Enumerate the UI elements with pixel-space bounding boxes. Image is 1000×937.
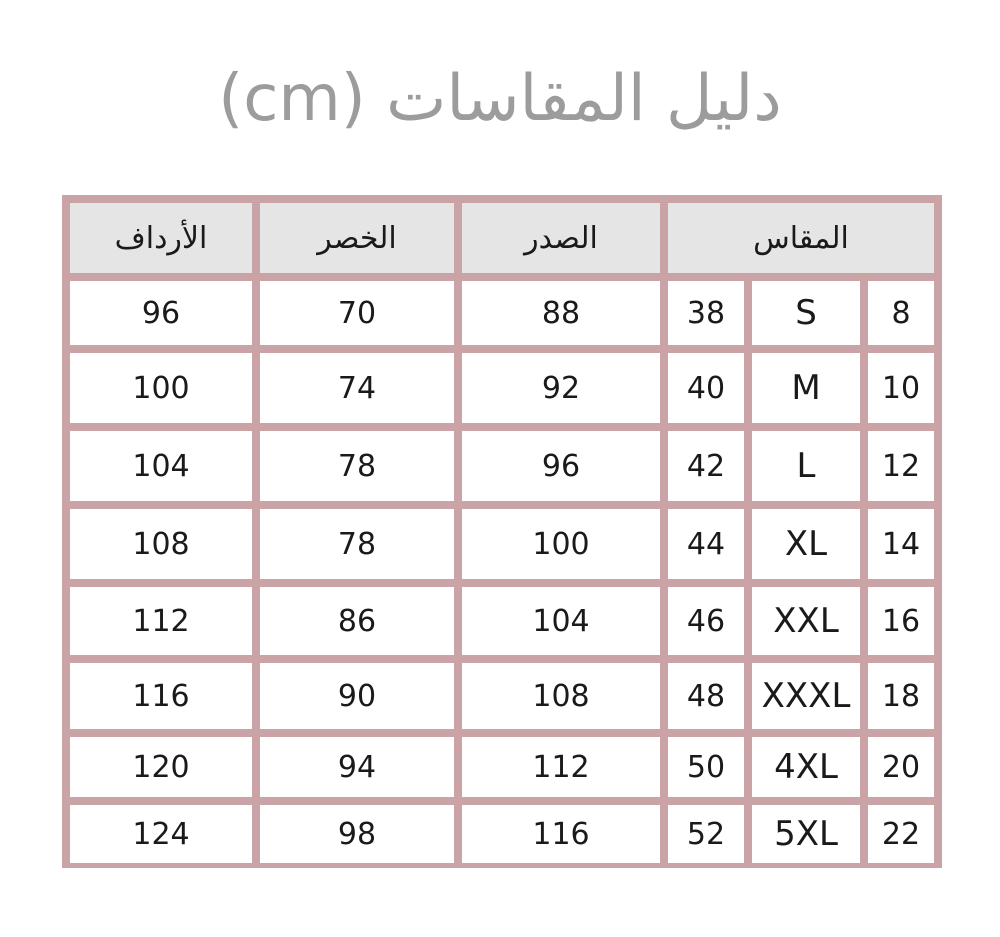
eu-size-cell: 44 xyxy=(668,509,744,579)
eu-size-cell: 38 xyxy=(668,281,744,345)
waist-cell: 98 xyxy=(260,805,454,863)
hips-cell: 96 xyxy=(70,281,252,345)
uk-size-cell: 16 xyxy=(868,587,934,655)
eu-size-cell: 46 xyxy=(668,587,744,655)
uk-size-cell: 10 xyxy=(868,353,934,423)
hips-cell: 124 xyxy=(70,805,252,863)
eu-size-cell: 50 xyxy=(668,737,744,797)
letter-size-cell: 4XL xyxy=(752,737,860,797)
chest-cell: 104 xyxy=(462,587,660,655)
uk-size-cell: 14 xyxy=(868,509,934,579)
letter-size-cell: 5XL xyxy=(752,805,860,863)
letter-size-cell: M xyxy=(752,353,860,423)
size-table xyxy=(62,195,942,868)
letter-size-cell: XXL xyxy=(752,587,860,655)
uk-size-cell: 22 xyxy=(868,805,934,863)
hips-cell: 108 xyxy=(70,509,252,579)
waist-cell: 78 xyxy=(260,431,454,501)
chest-cell: 116 xyxy=(462,805,660,863)
eu-size-cell: 48 xyxy=(668,663,744,729)
waist-cell: 86 xyxy=(260,587,454,655)
letter-size-cell: XL xyxy=(752,509,860,579)
uk-size-cell: 12 xyxy=(868,431,934,501)
letter-size-cell: XXXL xyxy=(752,663,860,729)
waist-cell: 94 xyxy=(260,737,454,797)
letter-size-cell: L xyxy=(752,431,860,501)
eu-size-cell: 40 xyxy=(668,353,744,423)
chest-cell: 96 xyxy=(462,431,660,501)
chest-cell: 112 xyxy=(462,737,660,797)
hips-cell: 112 xyxy=(70,587,252,655)
chest-cell: 88 xyxy=(462,281,660,345)
hips-cell: 100 xyxy=(70,353,252,423)
hips-cell: 120 xyxy=(70,737,252,797)
waist-cell: 78 xyxy=(260,509,454,579)
letter-size-cell: S xyxy=(752,281,860,345)
chest-cell: 108 xyxy=(462,663,660,729)
hips-cell: 116 xyxy=(70,663,252,729)
eu-size-cell: 52 xyxy=(668,805,744,863)
eu-size-cell: 42 xyxy=(668,431,744,501)
header-size: المقاس xyxy=(668,203,934,273)
waist-cell: 70 xyxy=(260,281,454,345)
header-chest: الصدر xyxy=(462,203,660,273)
hips-cell: 104 xyxy=(70,431,252,501)
page-title: دليل المقاسات (cm) xyxy=(218,62,782,136)
header-hips: الأرداف xyxy=(70,203,252,273)
uk-size-cell: 20 xyxy=(868,737,934,797)
chest-cell: 100 xyxy=(462,509,660,579)
waist-cell: 74 xyxy=(260,353,454,423)
waist-cell: 90 xyxy=(260,663,454,729)
uk-size-cell: 8 xyxy=(868,281,934,345)
uk-size-cell: 18 xyxy=(868,663,934,729)
header-waist: الخصر xyxy=(260,203,454,273)
chest-cell: 92 xyxy=(462,353,660,423)
